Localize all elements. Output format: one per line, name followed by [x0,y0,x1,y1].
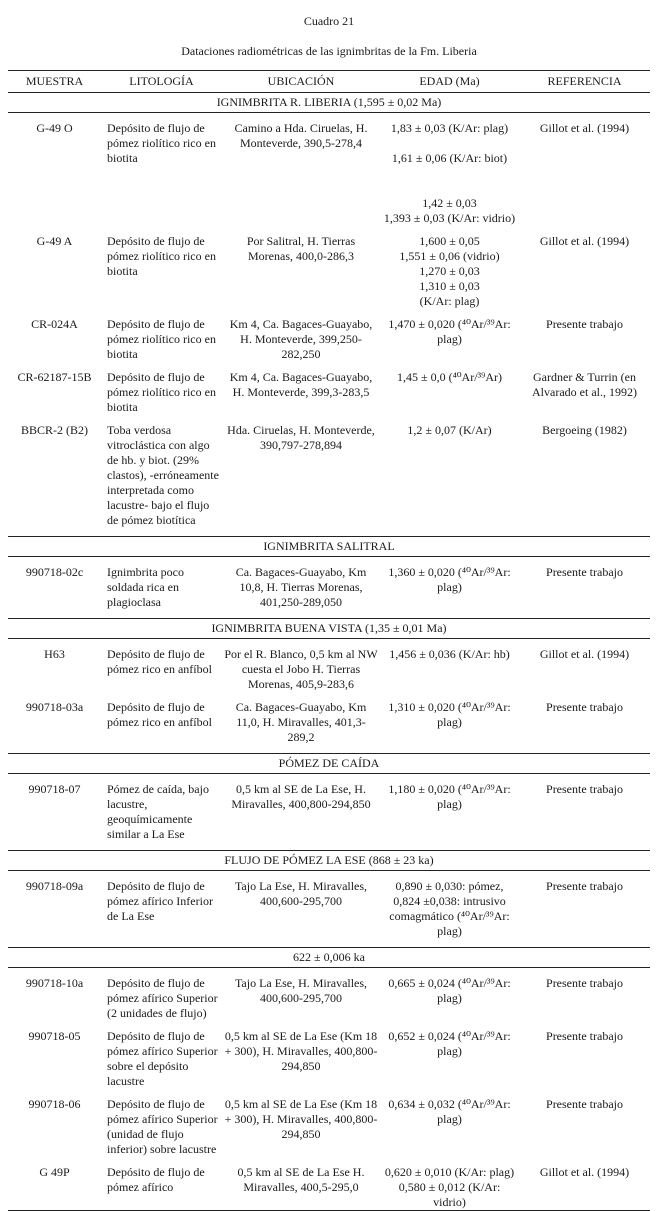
cell-edad: 1,2 ± 0,07 (K/Ar) [407,423,492,437]
cell-litologia: Depósito de flujo de pómez riolítico rico en biotita [107,234,216,278]
cell-referencia: Presente trabajo [546,1097,623,1111]
cell-muestra: 990718-03a [25,700,84,714]
section-label: 622 ± 0,006 ka [8,948,650,968]
cell-muestra: 990718-02c [25,565,84,579]
cell-litologia: Depósito de flujo de pómez rico en anfíbol [107,647,212,676]
section-label: FLUJO DE PÓMEZ LA ESE (868 ± 23 ka) [8,851,650,871]
cell-referencia: Presente trabajo [546,700,623,714]
cell-referencia: Presente trabajo [546,317,623,331]
cell-ubicacion: 0,5 km al SE de La Ese (Km 18 + 300), H. Miravalles, 400,800-294,850 [224,1097,378,1141]
header-edad: EDAD (Ma) [380,71,519,93]
table-row [8,976,650,1021]
section-label: IGNIMBRITA BUENA VISTA (1,35 ± 0,01 Ma) [8,619,650,639]
table-row [8,317,650,362]
header-row [8,71,650,93]
cell-edad: 0,665 ± 0,024 (⁴⁰Ar/³⁹Ar: plag) [388,976,511,1005]
cell-edad: 1,360 ± 0,020 (⁴⁰Ar/³⁹Ar: plag) [388,565,511,594]
cell-litologia: Depósito de flujo de pómez riolítico rico en biotita [107,370,216,414]
cell-ubicacion: Tajo La Ese, H. Miravalles, 400,600-295,700 [234,976,368,1005]
header-ubicacion: UBICACIÓN [222,71,380,93]
edad-line: 1,61 ± 0,06 (K/Ar: biot) [391,151,508,165]
edad-line [382,166,517,181]
cell-muestra: G-49 A [36,234,73,248]
table-row [8,782,650,842]
section-label: IGNIMBRITA SALITRAL [8,537,650,557]
cell-ubicacion: Por Salitral, H. Tierras Morenas, 400,0-286,3 [246,234,356,263]
cell-litologia: Depósito de flujo de pómez afírico Superior sobre el depósito lacustre [107,1029,218,1088]
table-row [8,565,650,610]
cell-ubicacion: 0,5 km al SE de La Ese (Km 18 + 300), H. Miravalles, 400,800-294,850 [224,1029,378,1073]
edad-line: 1,551 ± 0,06 (vidrio) [399,249,500,263]
edad-line: 1,42 ± 0,03 [422,196,477,210]
table-row [8,1165,650,1211]
cell-muestra: CR-62187-15B [17,370,92,384]
table-row [8,1097,650,1157]
cell-ubicacion: Km 4, Ca. Bagaces-Guayabo, H. Monteverde, 399,3-283,5 [229,370,373,399]
edad-line: 1,600 ± 0,05 [419,234,480,248]
cell-referencia: Presente trabajo [546,565,623,579]
cell-muestra: G 49P [39,1165,70,1179]
table-title: Dataciones radiométricas de las ignimbritas de la Fm. Liberia [181,44,477,58]
header-muestra: MUESTRA [8,71,101,93]
cell-muestra: CR-024A [31,317,78,331]
cell-edad: 0,620 ± 0,010 (K/Ar: plag) 0,580 ± 0,012 (K/Ar: vidrio) [384,1165,515,1209]
cell-muestra: G-49 O [36,121,73,135]
cell-edad: 1,180 ± 0,020 (⁴⁰Ar/³⁹Ar: plag) [388,782,511,811]
cell-litologia: Depósito de flujo de pómez riolítico rico en biotita [107,121,216,165]
cell-ubicacion: Por el R. Blanco, 0,5 km al NW cuesta el Jobo H. Tierras Morenas, 405,9-283,6 [224,647,378,691]
cell-referencia: Gillot et al. (1994) [539,1165,630,1179]
edad-line [382,181,517,196]
table-row [8,234,650,309]
cell-referencia: Presente trabajo [546,879,623,893]
section-row [8,93,650,113]
cell-ubicacion: Km 4, Ca. Bagaces-Guayabo, H. Monteverde, 399,250-282,250 [229,317,373,361]
table-row [8,647,650,692]
edad-line: 1,270 ± 0,03 [419,264,480,278]
cell-edad: 0,634 ± 0,032 (⁴⁰Ar/³⁹Ar: plag) [388,1097,511,1126]
cell-edad [380,234,519,309]
section-row [8,754,650,774]
table-row [8,423,650,528]
cell-muestra: 990718-05 [28,1029,81,1043]
cell-referencia: Bergoeing (1982) [542,423,627,437]
cell-litologia: Ignimbrita poco soldada rica en plagioclasa [107,565,184,609]
dating-table [8,70,650,1211]
cell-edad: 1,470 ± 0,020 (⁴⁰Ar/³⁹Ar: plag) [388,317,511,346]
section-row [8,948,650,968]
edad-line [382,136,517,151]
section-row [8,619,650,639]
cell-muestra: 990718-07 [28,782,81,796]
edad-line: 1,310 ± 0,03 [419,279,480,293]
edad-line: 1,393 ± 0,03 (K/Ar: vidrio) [383,211,516,225]
header-referencia: REFERENCIA [519,71,650,93]
cell-referencia: Presente trabajo [546,1029,623,1043]
cell-referencia: Gillot et al. (1994) [539,234,630,248]
cell-litologia: Depósito de flujo de pómez rico en anfíbol [107,700,212,729]
cell-ubicacion: Camino a Hda. Ciruelas, H. Monteverde, 390,5-278,4 [234,121,368,150]
cell-edad: 1,45 ± 0,0 (⁴⁰Ar/³⁹Ar) [396,370,502,384]
cell-ubicacion: 0,5 km al SE de La Ese, H. Miravalles, 400,800-294,850 [231,782,371,811]
cell-muestra: BBCR-2 (B2) [20,423,88,437]
table-row [8,121,650,226]
table-row [8,1029,650,1089]
table-row [8,370,650,415]
section-row [8,851,650,871]
cell-referencia: Gillot et al. (1994) [539,647,630,661]
cell-ubicacion: Ca. Bagaces-Guayabo, Km 10,8, H. Tierras Morenas, 401,250-289,050 [235,565,367,609]
cell-ubicacion: Hda. Ciruelas, H. Monteverde, 390,797-278,894 [227,423,375,452]
edad-line: (K/Ar: plag) [419,294,480,308]
cell-referencia: Gillot et al. (1994) [539,121,630,135]
cell-litologia: Depósito de flujo de pómez afírico Inferior de La Ese [107,879,213,923]
cell-ubicacion: Tajo La Ese, H. Miravalles, 400,600-295,700 [234,879,368,908]
section-row [8,537,650,557]
cell-edad: 0,890 ± 0,030: pómez, 0,824 ±0,038: intrusivo comagmático (⁴⁰Ar/³⁹Ar: plag) [389,879,510,938]
cell-referencia: Presente trabajo [546,976,623,990]
table-row [8,700,650,745]
cell-litologia: Pómez de caída, bajo lacustre, geoquímicamente similar a La Ese [107,782,209,841]
edad-line: 1,83 ± 0,03 (K/Ar: plag) [390,121,509,135]
table-row [8,879,650,939]
cell-litologia: Depósito de flujo de pómez afírico Superior (unidad de flujo inferior) sobre lacustre [107,1097,218,1156]
cell-litologia: Toba verdosa vitroclástica con algo de hb. y biot. (29% clastos), -erróneamente interpretada como lacustre- bajo el flujo de pómez biotítica [107,423,219,527]
cell-edad: 1,456 ± 0,036 (K/Ar: hb) [389,647,510,661]
cell-litologia: Depósito de flujo de pómez afírico [107,1165,205,1194]
header-litologia: LITOLOGÍA [101,71,222,93]
cell-muestra: 990718-06 [28,1097,81,1111]
cell-muestra: 990718-09a [25,879,84,893]
cell-muestra: 990718-10a [25,976,84,990]
cell-referencia: Gardner & Turrin (en Alvarado et al., 1992) [532,370,637,399]
cell-edad: 1,310 ± 0,020 (⁴⁰Ar/³⁹Ar: plag) [388,700,511,729]
cell-edad: 0,652 ± 0,024 (⁴⁰Ar/³⁹Ar: plag) [388,1029,511,1058]
cell-muestra: H63 [44,647,65,661]
table-number: Cuadro 21 [303,14,355,28]
cell-litologia: Depósito de flujo de pómez afírico Superior (2 unidades de flujo) [107,976,218,1020]
cell-referencia: Presente trabajo [546,782,623,796]
cell-edad [380,121,519,226]
cell-litologia: Depósito de flujo de pómez riolítico rico en biotita [107,317,216,361]
section-label: IGNIMBRITA R. LIBERIA (1,595 ± 0,02 Ma) [8,93,650,113]
section-label: PÓMEZ DE CAÍDA [8,754,650,774]
cell-ubicacion: 0,5 km al SE de La Ese H. Miravalles, 400,5-295,0 [237,1165,365,1194]
cell-ubicacion: Ca. Bagaces-Guayabo, Km 11,0, H. Miravalles, 401,3-289,2 [235,700,367,744]
